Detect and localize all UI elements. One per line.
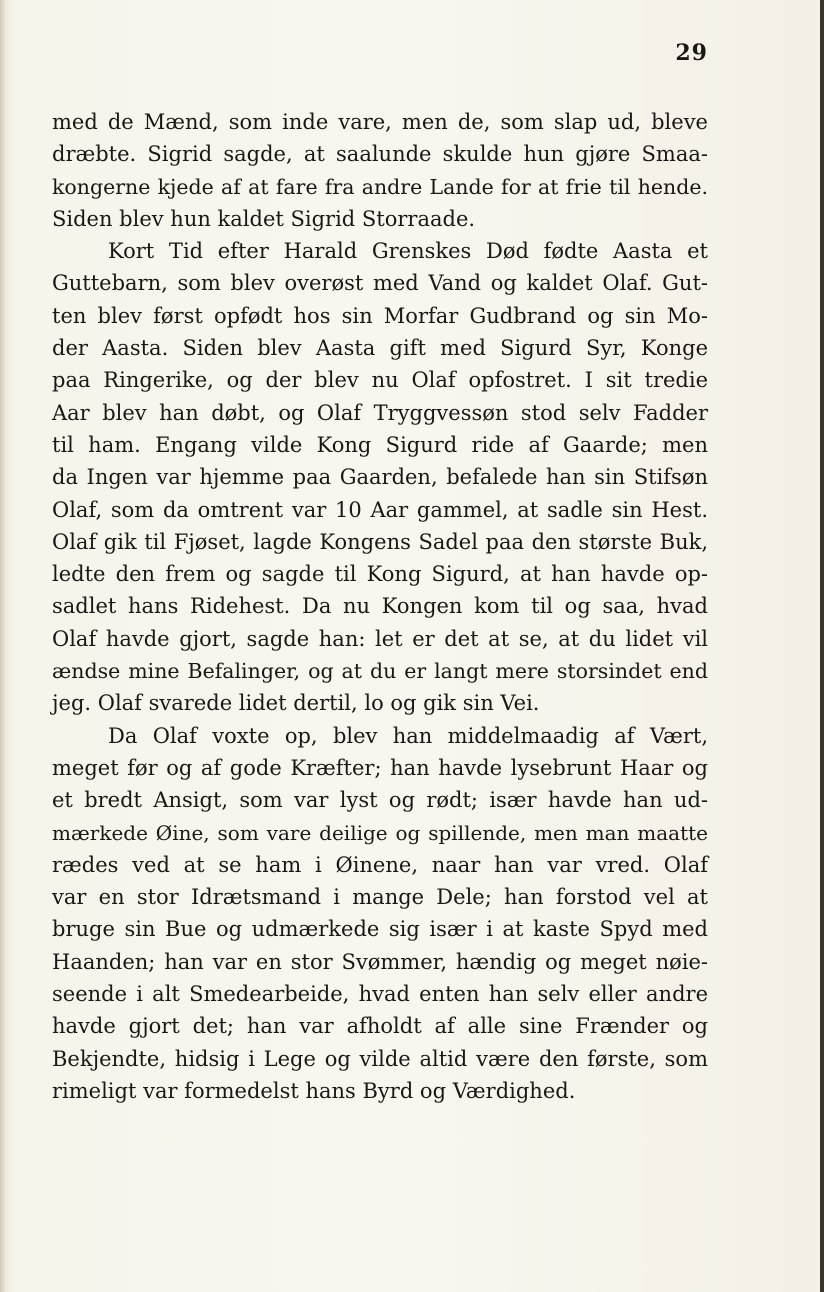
text-line: paa Ringerike, og der blev nu Olaf opfostret. I sit tredie xyxy=(52,368,708,393)
text-line: Olaf havde gjort, sagde han: let er det at se, at du lidet vil xyxy=(52,626,708,651)
text-line: der Aasta. Siden blev Aasta gift med Sigurd Syr, Konge xyxy=(52,336,708,361)
page-edge xyxy=(820,0,824,1292)
page-gutter-shadow xyxy=(0,0,6,1292)
text-line: Olaf gik til Fjøset, lagde Kongens Sadel paa den største Buk, xyxy=(52,529,708,554)
text-line: kongerne kjede af at fare fra andre Lande for at frie til hende. xyxy=(52,174,708,199)
text-line: rimeligt var formedelst hans Byrd og Værdighed. xyxy=(52,1078,576,1103)
text-line: var en stor Idrætsmand i mange Dele; han forstod vel at xyxy=(52,885,708,910)
text-line: havde gjort det; han var afholdt af alle sine Frænder og xyxy=(52,1014,708,1039)
text-line: med de Mænd, som inde vare, men de, som slap ud, bleve xyxy=(52,110,708,134)
text-line: til ham. Engang vilde Kong Sigurd ride af Gaarde; men xyxy=(52,432,708,457)
text-line: ændse mine Befalinger, og at du er langt mere storsindet end xyxy=(52,659,708,684)
text-line: jeg. Olaf svarede lidet dertil, lo og gik sin Vei. xyxy=(52,691,540,716)
text-line: Siden blev hun kaldet Sigrid Storraade. xyxy=(52,206,476,231)
text-line: Haanden; han var en stor Svømmer, hændig og meget nøie- xyxy=(52,949,708,974)
text-line: bruge sin Bue og udmærkede sig især i at kaste Spyd med xyxy=(52,917,708,942)
text-line: rædes ved at se ham i Øinene, naar han var vred. Olaf xyxy=(52,852,708,877)
text-line: ten blev først opfødt hos sin Morfar Gudbrand og sin Mo- xyxy=(52,303,708,328)
text-line: meget før og af gode Kræfter; han havde lysebrunt Haar og xyxy=(52,755,708,780)
page-number: 29 xyxy=(675,40,708,66)
text-line: et bredt Ansigt, som var lyst og rødt; især havde han ud- xyxy=(52,788,708,813)
text-line: Aar blev han døbt, og Olaf Tryggvessøn stod selv Fadder xyxy=(52,400,708,425)
text-line: da Ingen var hjemme paa Gaarden, befalede han sin Stifsøn xyxy=(52,465,708,490)
text-line: Olaf, som da omtrent var 10 Aar gammel, at sadle sin Hest. xyxy=(52,497,708,522)
text-line: mærkede Øine, som vare deilige og spillende, men man maatte xyxy=(52,820,708,845)
body-text xyxy=(52,106,708,1107)
text-line: Kort Tid efter Harald Grenskes Død fødte Aasta et xyxy=(108,239,708,264)
text-line: sadlet hans Ridehest. Da nu Kongen kom til og saa, hvad xyxy=(52,594,708,619)
text-line: Da Olaf voxte op, blev han middelmaadig af Vært, xyxy=(108,723,708,748)
text-line: seende i alt Smedearbeide, hvad enten han selv eller andre xyxy=(52,982,708,1007)
text-line: Guttebarn, som blev overøst med Vand og kaldet Olaf. Gut- xyxy=(52,271,708,296)
text-line: Bekjendte, hidsig i Lege og vilde altid være den første, som xyxy=(52,1046,708,1071)
text-line: dræbte. Sigrid sagde, at saalunde skulde hun gjøre Smaa- xyxy=(52,142,708,167)
text-line: ledte den frem og sagde til Kong Sigurd, at han havde op- xyxy=(52,562,708,587)
